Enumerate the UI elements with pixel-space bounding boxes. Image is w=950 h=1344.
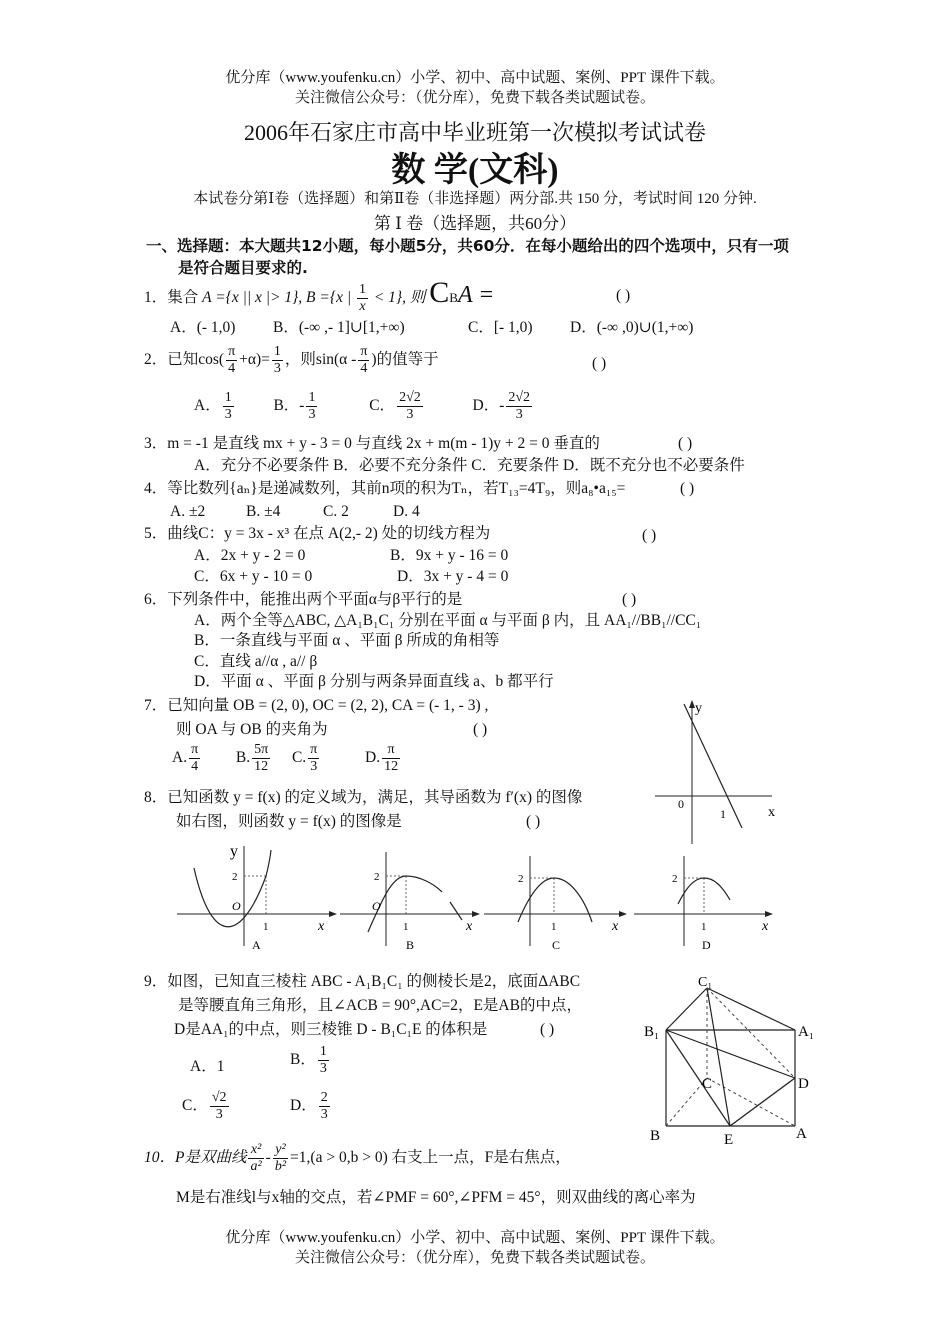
graph-a-one-label: 1 [263, 921, 269, 933]
graph-d-x-label: x [762, 919, 769, 934]
deriv-x-label: x [768, 805, 775, 820]
graph-a-origin-label: O [232, 899, 241, 913]
q1-complement-sub: B [449, 290, 458, 306]
prism-edge-b1c1 [666, 988, 707, 1030]
label-c1: C₁ [698, 975, 713, 990]
q2-opt-a-num: 1 [224, 390, 232, 405]
q1-complement-a: A = [457, 282, 495, 309]
q7-opt-c-num: π [310, 742, 318, 757]
prism-edge-c1a1 [707, 988, 795, 1030]
graph-b [340, 852, 480, 950]
deriv-one-label: 1 [720, 807, 726, 821]
q9-opt-b-label: B． [290, 1051, 316, 1069]
graph-d-x-arrow [765, 911, 773, 917]
q2-frac-2-den: 3 [273, 361, 281, 376]
q9-option-a: A．1 [190, 1058, 225, 1075]
exam-title: 2006年石家庄市高中毕业班第一次模拟考试试卷 [243, 120, 706, 145]
q1-prefix: 1．集合 [144, 289, 199, 307]
q7-opt-a-num: π [191, 742, 199, 757]
graph-c-two-label: 2 [518, 873, 524, 885]
q1-frac-num: 1 [358, 282, 366, 297]
graph-c-caption: C [552, 938, 561, 950]
label-c: C [702, 1076, 713, 1092]
graph-d [634, 856, 773, 950]
q10-frac-2-num: y² [273, 1142, 288, 1159]
q7-opt-b-den: 12 [254, 759, 269, 774]
q10-frac-1 [248, 1142, 263, 1175]
q9-opt-d-label: D． [290, 1097, 317, 1115]
q1-frac-den: x [359, 299, 366, 314]
graph-b-x-label: x [466, 919, 473, 934]
q2-opt-d-num: 2√2 [508, 390, 531, 405]
q7-opt-d-label: D. [365, 749, 381, 767]
question-9-stem-3: D是AA₁的中点，则三棱锥 D - B₁C₁E 的体积是 [174, 1021, 488, 1038]
graph-a-curve [194, 850, 271, 927]
q9-opt-d-frac [319, 1090, 330, 1123]
q2-opt-c-frac [397, 390, 423, 423]
question-6-stem: 6．下列条件中，能推出两个平面α与β平行的是 [144, 591, 463, 608]
q2-opt-b-num: 1 [308, 390, 316, 405]
q1-answer-paren: ( ) [616, 287, 631, 304]
q2-mid-1: +α)= [239, 351, 270, 369]
question-10-stem [144, 1142, 571, 1175]
q5-option-d: D．3x + y - 4 = 0 [397, 568, 509, 585]
graph-a [177, 843, 337, 950]
section-instructions-2: 是符合题目要求的. [178, 259, 308, 277]
graph-c-x-arrow [619, 911, 627, 917]
q6-option-d: D．平面 α 、平面 β 分别与两条异面直线 a、b 都平行 [194, 673, 554, 690]
q2-frac-1-den: 4 [228, 361, 236, 376]
q3-answer-paren: ( ) [678, 435, 693, 452]
q9-opt-b-den: 3 [319, 1061, 327, 1076]
graph-c-x-label: x [612, 919, 619, 934]
deriv-origin-label: 0 [678, 797, 684, 811]
graph-d-two-label: 2 [672, 873, 678, 885]
q5-option-a: A．2x + y - 2 = 0 [194, 547, 306, 564]
q7-opt-c-frac [308, 742, 319, 775]
graph-c [484, 856, 627, 950]
q2-frac-2-num: 1 [273, 344, 281, 359]
graph-d-one-label: 1 [701, 921, 707, 933]
subject-title: 数 学(文科) [391, 152, 559, 189]
q10-frac-2 [273, 1142, 288, 1175]
q2-frac-3-den: 4 [360, 361, 368, 376]
q9-opt-c-label: C． [182, 1097, 208, 1115]
q10-frac-2-den: b² [274, 1159, 287, 1174]
q2-opt-d-frac [506, 390, 532, 423]
q9-opt-c-den: 3 [215, 1107, 223, 1122]
section-instructions-1: 一、选择题：本大题共12小题，每小题5分，共60分．在每小题给出的四个选项中，只有一项 [146, 237, 789, 255]
prism-figure [640, 970, 820, 1146]
graph-a-x-arrow [329, 911, 337, 917]
q7-answer-paren: ( ) [473, 721, 488, 738]
question-2-stem [144, 344, 439, 377]
graph-a-y-label: y [230, 843, 238, 860]
label-b1: B₁ [644, 1024, 660, 1040]
q2-tail: )的值等于 [371, 351, 439, 369]
graph-c-one-label: 1 [551, 921, 557, 933]
deriv-y-label: y [695, 701, 702, 716]
q6-answer-paren: ( ) [622, 591, 637, 608]
q3-options: A．充分不必要条件 B．必要不充分条件 C．充要条件 D．既不充分也不必要条件 [194, 457, 745, 474]
prism-edge-c1e [707, 988, 730, 1126]
q4-option-a: A. ±2 [170, 503, 206, 520]
q2-opt-b-label: B．- [273, 397, 305, 415]
q10-prefix: 10．P是双曲线 [144, 1149, 247, 1167]
q6-option-c: C．直线 a//α , a// β [194, 653, 318, 670]
q7-opt-a-label: A. [172, 749, 188, 767]
q9-opt-c-num: √2 [211, 1090, 227, 1105]
q6-option-a: A．两个全等△ABC, △A₁B₁C₁ 分别在平面 α 与平面 β 内，且 AA₁//BB₁//CC₁ [194, 612, 702, 629]
q7-opt-c-label: C. [291, 749, 307, 767]
prism-edge-b1d [666, 1030, 795, 1078]
label-d: D [798, 1076, 809, 1092]
q4-option-c: C. 2 [323, 503, 349, 520]
q2-opt-a-label: A． [194, 397, 221, 415]
q1-option-c: C．[- 1,0) [468, 319, 533, 336]
q2-answer-paren: ( ) [592, 355, 607, 372]
question-3-stem: 3．m = -1 是直线 mx + y - 3 = 0 与直线 2x + m(m - 1)y + 2 = 0 垂直的 [144, 435, 600, 452]
q1-complement: C [429, 276, 450, 310]
q9-option-b [290, 1044, 331, 1077]
question-10-line-2: M是右准线l与x轴的交点，若∠PMF = 60°,∠PFM = 45°，则双曲线的离心率为 [176, 1189, 696, 1206]
graph-b-one-label: 1 [403, 921, 409, 933]
q7-opt-b-num: 5π [254, 742, 269, 757]
q2-opt-c-num: 2√2 [399, 390, 421, 405]
q7-opt-c-den: 3 [310, 759, 318, 774]
q9-opt-b-num: 1 [319, 1044, 327, 1059]
q1-option-b: B．(-∞ ,- 1]∪[1,+∞) [273, 319, 405, 336]
q4-option-d: D. 4 [393, 503, 420, 520]
q2-mid-2: ，则sin(α - [284, 351, 357, 369]
q1-option-d: D．(-∞ ,0)∪(1,+∞) [570, 319, 694, 336]
q1-fraction [357, 282, 368, 315]
exam-intro: 本试卷分第Ⅰ卷（选择题）和第Ⅱ卷（非选择题）两分部.共 150 分，考试时间 120 分钟. [193, 191, 757, 207]
q2-opt-d-label: D．- [472, 397, 505, 415]
q2-frac-2 [272, 344, 283, 377]
q10-minus: - [265, 1149, 271, 1167]
q2-opt-c-label: C． [369, 397, 396, 415]
q7-opt-d-num: π [382, 742, 400, 759]
q7-opt-b-frac [252, 742, 270, 775]
q6-option-b: B．一条直线与平面 α 、平面 β 所成的角相等 [194, 632, 500, 649]
graph-b-curve-end [450, 902, 462, 920]
q8-option-graphs [172, 838, 792, 950]
prism-edge-bc [666, 1078, 707, 1126]
q7-opt-b-label: B. [235, 749, 251, 767]
prism-edge-ed-2 [730, 1078, 795, 1126]
q1-sets: A ={x || x |> 1}, B ={x | [202, 289, 352, 307]
prism-edge-b1e [666, 1030, 730, 1126]
q9-opt-c-frac [210, 1090, 229, 1123]
graph-a-caption: A [252, 938, 261, 950]
q7-opt-d-den: 12 [384, 759, 399, 774]
q2-prefix: 2．已知cos( [144, 351, 225, 369]
q2-opt-a-frac [223, 390, 234, 423]
question-1-stem [144, 276, 495, 315]
q1-tail: < 1}, 则 [373, 289, 426, 307]
q10-frac-1-den: a² [250, 1159, 262, 1174]
footer-line-1: 优分库（www.youfenku.cn）小学、初中、高中试题、案例、PPT 课件下载。 [225, 1230, 725, 1246]
graph-b-caption: B [406, 938, 415, 950]
header-line-2: 关注微信公众号：（优分库），免费下载各类试题试卷。 [294, 90, 655, 106]
q10-tail: =1,(a > 0,b > 0) 右支上一点，F是右焦点， [290, 1149, 571, 1167]
question-9-stem-2: 是等腰直角三角形，且∠ACB = 90°,AC=2，E是AB的中点， [178, 997, 582, 1014]
q2-frac-3 [358, 344, 369, 377]
q10-frac-1-num: x² [248, 1142, 263, 1159]
q9-option-c [182, 1090, 231, 1123]
q1-option-a: A．(- 1,0) [170, 319, 236, 336]
q2-frac-1 [226, 344, 237, 377]
question-8-stem: 8．已知函数 y = f(x) 的定义域为，满足，其导函数为 f′(x) 的图像 [144, 789, 583, 806]
q2-opt-c-den: 3 [406, 407, 414, 422]
graph-d-caption: D [702, 938, 711, 950]
q2-opt-a-den: 3 [224, 407, 232, 422]
label-b: B [650, 1128, 661, 1144]
graph-b-x-arrow [472, 911, 480, 917]
q5-option-b: B．9x + y - 16 = 0 [390, 547, 509, 564]
q7-opt-a-frac [189, 742, 200, 775]
question-7-stem: 7．已知向量 OB = (2, 0), OC = (2, 2), CA = (- 1, - 3) , [144, 697, 489, 714]
q9-answer-paren: ( ) [540, 1021, 555, 1038]
derivative-graph-figure [650, 696, 780, 846]
q2-frac-3-num: π [360, 344, 368, 359]
graph-a-two-label: 2 [232, 871, 238, 883]
q9-opt-d-den: 3 [320, 1107, 328, 1122]
footer-line-2: 关注微信公众号：（优分库），免费下载各类试题试卷。 [294, 1250, 655, 1266]
q2-opt-b-den: 3 [308, 407, 316, 422]
graph-c-curve [518, 878, 592, 922]
prism-edge-ca [707, 1078, 795, 1126]
question-8-stem-2: 如右图，则函数 y = f(x) 的图像是 [176, 813, 402, 830]
q2-options [194, 390, 534, 423]
label-a: A [796, 1126, 807, 1142]
q2-opt-b-frac [306, 390, 317, 423]
header-line-1: 优分库（www.youfenku.cn）小学、初中、高中试题、案例、PPT 课件下载。 [225, 70, 725, 86]
q9-option-d [290, 1090, 332, 1123]
q2-opt-d-den: 3 [515, 407, 523, 422]
q9-opt-b-frac [318, 1044, 329, 1077]
q9-opt-d-num: 2 [320, 1090, 328, 1105]
graph-b-origin-label: O [372, 899, 381, 913]
label-e: E [724, 1132, 734, 1146]
question-5-stem: 5．曲线C：y = 3x - x³ 在点 A(2,- 2) 处的切线方程为 [144, 525, 491, 542]
q7-options [172, 742, 402, 775]
graph-b-two-label: 2 [374, 871, 380, 883]
q8-answer-paren: ( ) [526, 813, 541, 830]
question-4-stem: 4．等比数列{aₙ}是递减数列，其前n项的积为Tₙ，若T₁₃=4T₉，则a₈•a₁₅= [144, 480, 626, 497]
deriv-line [684, 704, 742, 828]
q7-opt-d-frac [382, 742, 400, 775]
q7-opt-a-den: 4 [191, 759, 199, 774]
q2-frac-1-num: π [228, 344, 236, 359]
q4-answer-paren: ( ) [680, 480, 695, 497]
question-9-stem: 9．如图，已知直三棱柱 ABC - A₁B₁C₁ 的侧棱长是2，底面ΔABC [144, 973, 581, 990]
q5-answer-paren: ( ) [642, 527, 657, 544]
q4-option-b: B. ±4 [246, 503, 281, 520]
q5-option-c: C．6x + y - 10 = 0 [194, 568, 313, 585]
part-one-heading: 第 Ⅰ 卷（选择题，共60分） [373, 214, 577, 233]
question-7-stem-2: 则 OA 与 OB 的夹角为 [176, 721, 328, 738]
label-a1: A₁ [798, 1024, 815, 1040]
graph-a-x-label: x [318, 919, 325, 934]
